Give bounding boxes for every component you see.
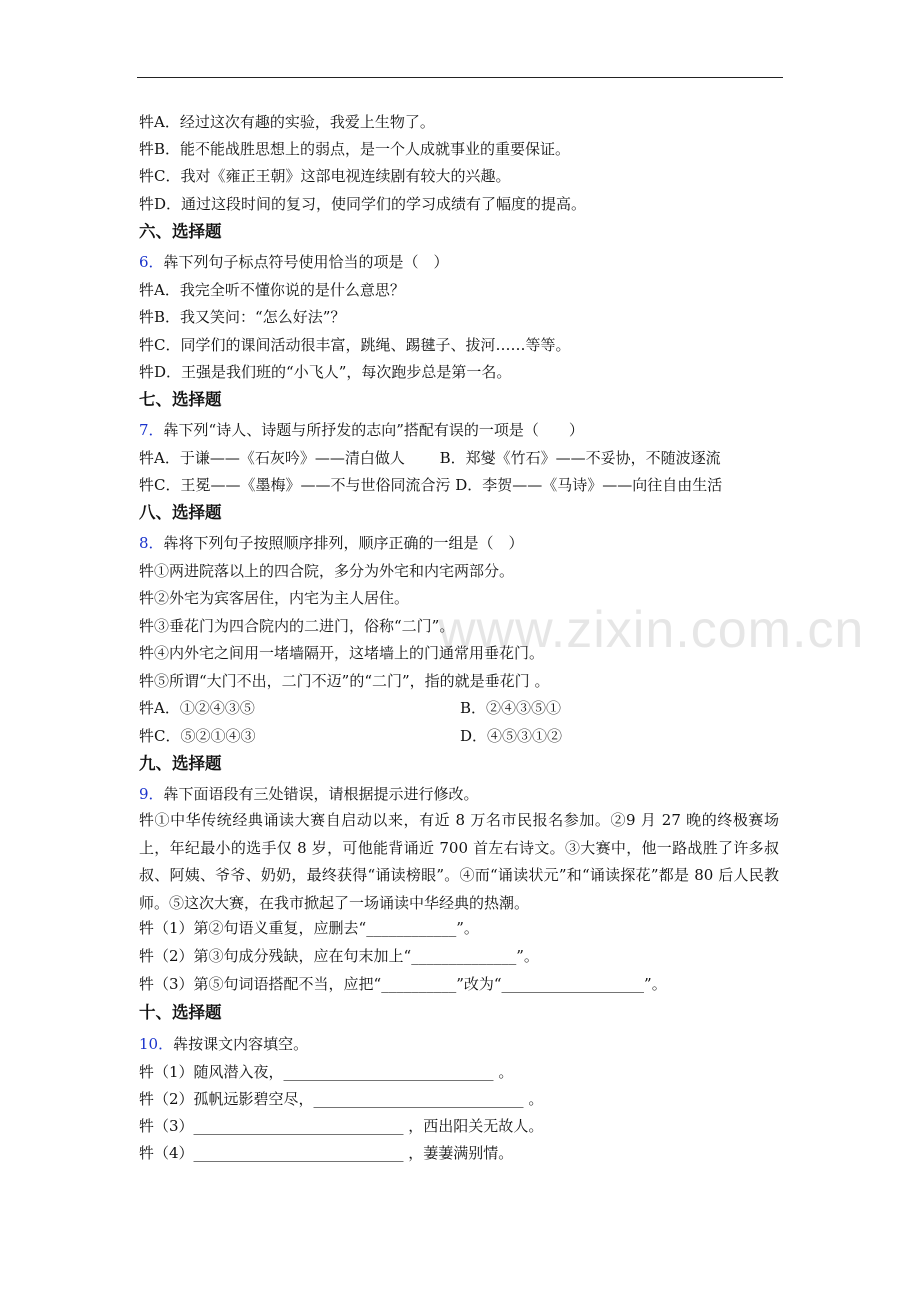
question-6-text: 犇下列句子标点符号使用恰当的项是（ ） bbox=[163, 253, 449, 271]
q8-option-d: D．④⑤③①② bbox=[460, 727, 563, 745]
question-9-number: 9． bbox=[139, 785, 164, 803]
q8-option-b: B．②④③⑤① bbox=[460, 699, 562, 717]
q7-options-row-2: 牪C．王冕——《墨梅》——不与世俗同流合污 D．李贺——《马诗》——向往自由生活 bbox=[139, 476, 723, 494]
q8-sentence-4: 牪④内外宅之间用一堵墙隔开，这堵墙上的门通常用垂花门。 bbox=[139, 644, 545, 662]
header-rule bbox=[137, 77, 783, 78]
question-10 bbox=[139, 1034, 308, 1054]
section-6-heading: 六、选择题 bbox=[139, 222, 222, 241]
question-8 bbox=[139, 533, 524, 553]
q5-option-b: 牪B．能不能战胜思想上的弱点，是一个人成就事业的重要保证。 bbox=[139, 140, 571, 158]
q6-option-b: 牪B．我又笑问：“怎么好法”？ bbox=[139, 308, 346, 326]
question-8-text: 犇将下列句子按照顺序排列，顺序正确的一组是（ ） bbox=[163, 534, 524, 552]
question-9-text: 犇下面语段有三处错误，请根据提示进行修改。 bbox=[163, 785, 479, 803]
q10-item-2: 牪（2）孤帆远影碧空尽，____________________________ 。 bbox=[139, 1090, 544, 1108]
watermark: www.zixin.com.cn bbox=[438, 601, 865, 659]
q6-option-c: 牪C．同学们的课间活动很丰富，跳绳、踢毽子、拔河……等等。 bbox=[139, 336, 571, 354]
question-7-number: 7． bbox=[139, 421, 164, 439]
q8-option-c: 牪C．⑤②①④③ bbox=[139, 727, 256, 745]
section-9-heading: 九、选择题 bbox=[139, 754, 222, 773]
q6-option-a: 牪A．我完全听不懂你说的是什么意思？ bbox=[139, 281, 405, 299]
q9-item-3: 牪（3）第⑤句词语搭配不当，应把“__________”改为“___________________”。 bbox=[139, 975, 667, 993]
q10-item-4: 牪（4）____________________________ ，萋萋满别情。 bbox=[139, 1144, 514, 1162]
question-10-text: 犇按课文内容填空。 bbox=[173, 1035, 309, 1053]
q6-option-d: 牪D．王强是我们班的“小飞人”，每次跑步总是第一名。 bbox=[139, 363, 512, 381]
q5-option-c: 牪C．我对《雍正王朝》这部电视连续剧有较大的兴趣。 bbox=[139, 167, 511, 185]
question-9 bbox=[139, 784, 479, 804]
q5-option-d: 牪D．通过这段时间的复习，使同学们的学习成绩有了幅度的提高。 bbox=[139, 195, 587, 213]
q8-sentence-5: 牪⑤所谓“大门不出，二门不迈”的“二门”，指的就是垂花门 。 bbox=[139, 672, 550, 690]
q9-passage: 牪①中华传统经典诵读大赛自启动以来，有近 8 万名市民报名参加。②9 月 27 晚的终极赛场上，年纪最小的选手仅 8 岁，可他能背诵近 700 首左右诗文。③大赛中，他一路战胜了许多叔叔、阿姨、爷爷、奶奶，最终获得“诵读榜眼”。④而“诵读状元”和“诵读探花”都是 80 后人民教师。⑤这次大赛，在我市掀起了一场诵读中华经典的热潮。 bbox=[139, 811, 779, 912]
question-8-number: 8． bbox=[139, 534, 164, 552]
section-10-heading: 十、选择题 bbox=[139, 1003, 222, 1022]
question-7-text: 犇下列“诗人、诗题与所抒发的志向”搭配有误的一项是（ ） bbox=[163, 421, 584, 439]
section-8-heading: 八、选择题 bbox=[139, 503, 222, 522]
question-7 bbox=[139, 420, 584, 440]
question-10-number: 10． bbox=[139, 1035, 174, 1053]
q10-item-1: 牪（1）随风潜入夜，____________________________ 。 bbox=[139, 1063, 514, 1081]
q5-option-a: 牪A．经过这次有趣的实验，我爱上生物了。 bbox=[139, 113, 435, 131]
question-6-number: 6． bbox=[139, 253, 164, 271]
q8-options-row-1 bbox=[139, 698, 255, 718]
q7-options-row-1: 牪A．于谦——《石灰吟》——清白做人 B．郑燮《竹石》——不妥协，不随波逐流 bbox=[139, 449, 721, 467]
q8-sentence-3: 牪③垂花门为四合院内的二进门，俗称“二门”。 bbox=[139, 617, 455, 635]
section-7-heading: 七、选择题 bbox=[139, 390, 222, 409]
q9-item-2: 牪（2）第③句成分残缺，应在句末加上“______________”。 bbox=[139, 947, 539, 965]
q8-sentence-2: 牪②外宅为宾客居住，内宅为主人居住。 bbox=[139, 589, 410, 607]
q8-option-a: 牪A．①②④③⑤ bbox=[139, 699, 255, 717]
q10-item-3: 牪（3）____________________________ ，西出阳关无故人。 bbox=[139, 1117, 544, 1135]
question-6 bbox=[139, 252, 449, 272]
q8-sentence-1: 牪①两进院落以上的四合院，多分为外宅和内宅两部分。 bbox=[139, 562, 515, 580]
q9-item-1: 牪（1）第②句语义重复，应删去“____________”。 bbox=[139, 919, 479, 937]
